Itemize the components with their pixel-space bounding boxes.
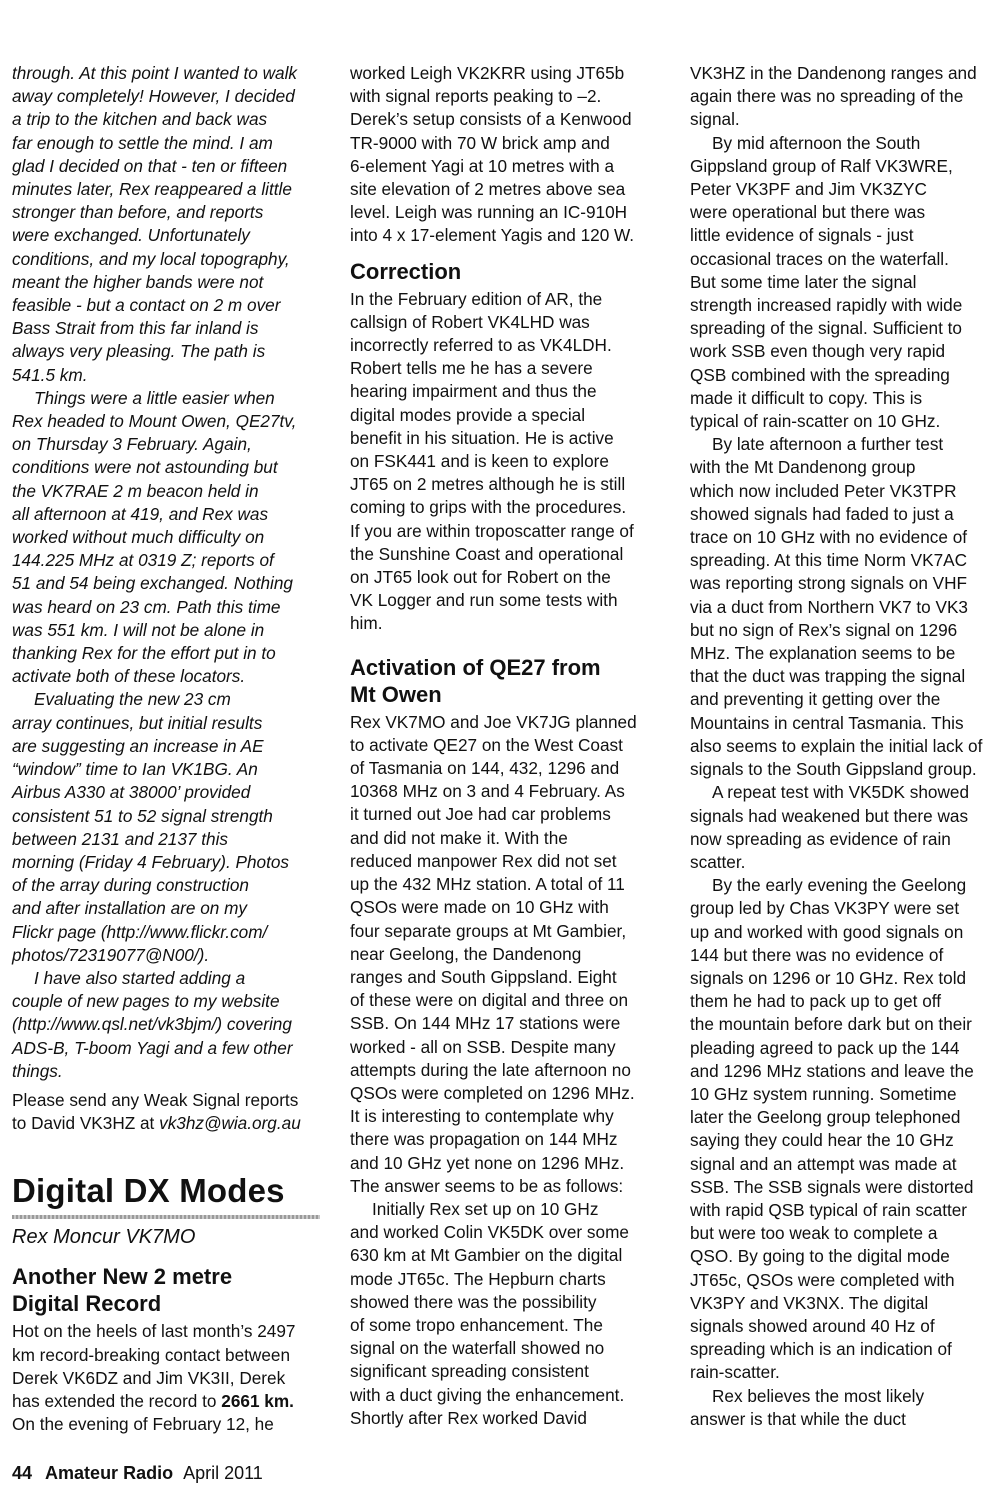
magazine-name: Amateur Radio (45, 1463, 174, 1483)
text-line: Rex headed to Mount Owen, QE27tv, (12, 411, 297, 432)
paragraph (350, 1198, 660, 1430)
text-line: If you are within troposcatter range of (350, 520, 634, 541)
paragraph (350, 288, 660, 636)
text-line (12, 1390, 320, 1413)
paragraph (690, 62, 995, 132)
text-line: typical of rain-scatter on 10 GHz. (690, 411, 941, 432)
text-line: attempts during the late afternoon no (350, 1059, 631, 1080)
text-line: JT65c, QSOs were completed with (690, 1269, 955, 1290)
text-line: couple of new pages to my website (12, 991, 280, 1012)
page-number: 44 (12, 1463, 33, 1483)
text-line: digital modes provide a special (350, 404, 586, 425)
text-line: signals had weakened but there was (690, 805, 969, 826)
text-line: 144 but there was no evidence of (690, 944, 944, 965)
text-line: Rex believes the most likely (712, 1385, 925, 1406)
text-line: and after installation are on my (12, 898, 248, 919)
text-line: spreading. At this time Norm VK7AC (690, 550, 968, 571)
paragraph (690, 433, 995, 781)
paragraph (690, 1385, 995, 1431)
text-line: ranges and South Gippsland. Eight (350, 966, 617, 987)
text-line: 144.225 MHz at 0319 Z; reports of (12, 550, 274, 571)
text-line: a trip to the kitchen and back was (12, 109, 268, 130)
text-line: signals to the South Gippsland group. (690, 759, 977, 780)
paragraph (12, 688, 320, 966)
text-line: were operational but there was (690, 202, 926, 223)
subheading (12, 1263, 320, 1317)
subheading (350, 654, 660, 708)
text-line: them he had to pack up to get off (690, 991, 941, 1012)
text-line (12, 1112, 320, 1135)
paragraph (690, 781, 995, 874)
text-line: and preventing it getting over the (690, 689, 941, 710)
text-line: of some tropo enhancement. The (350, 1314, 603, 1335)
text-line: into 4 x 17-element Yagis and 120 W. (350, 225, 635, 246)
text-line: made it difficult to copy. This is (690, 387, 923, 408)
text-line: were exchanged. Unfortunately (12, 225, 250, 246)
issue-date: April 2011 (183, 1463, 263, 1483)
text-line: always very pleasing. The path is (12, 341, 266, 362)
text-line: of Tasmania on 144, 432, 1296 and (350, 758, 620, 779)
text-line: up and worked with good signals on (690, 921, 964, 942)
text-line: worked Leigh VK2KRR using JT65b (350, 63, 625, 83)
text-line: near Geelong, the Dandenong (350, 943, 582, 964)
text-line: but were too weak to complete a (690, 1223, 938, 1244)
text-line: work SSB even though very rapid (690, 341, 946, 362)
text-line: Robert tells me he has a severe (350, 358, 593, 379)
paragraph (350, 62, 660, 248)
text-line: VK3HZ in the Dandenong ranges and (690, 63, 977, 83)
text-line: level. Leigh was running an IC-910H (350, 202, 628, 223)
text-line: JT65 on 2 metres although he is still (350, 474, 626, 495)
byline: Rex Moncur VK7MO (12, 1226, 196, 1249)
text-line: Rex VK7MO and Joe VK7JG planned (350, 711, 637, 732)
text-line: with signal reports peaking to –2. (350, 86, 602, 107)
text-line: four separate groups at Mt Gambier, (350, 920, 627, 941)
text-line: callsign of Robert VK4LHD was (350, 311, 590, 332)
text-line: with a duct giving the enhancement. (350, 1384, 625, 1405)
text-line: But some time later the signal (690, 271, 917, 292)
paragraph (690, 132, 995, 434)
text-line: signal on the waterfall showed no (350, 1338, 605, 1359)
email-address: vk3hz@wia.org.au (159, 1113, 301, 1134)
text-line: activate both of these locators. (12, 666, 246, 687)
text-line: array continues, but initial results (12, 712, 263, 733)
subheading: Correction (350, 258, 462, 284)
text-line: on FSK441 and is keen to explore (350, 451, 609, 472)
text-line: worked without much difficulty on (12, 527, 265, 548)
text-line: SSB. The SSB signals were distorted (690, 1176, 974, 1197)
text-line: Derek VK6DZ and Jim VK3II, Derek (12, 1367, 286, 1388)
text-line: on Thursday 3 February. Again, (12, 434, 252, 455)
text-line: Please send any Weak Signal reports (12, 1089, 299, 1110)
text-line: strength increased rapidly with wide (690, 295, 963, 316)
text-line: spreading of the signal. Sufficient to (690, 318, 962, 339)
text-line: 541.5 km. (12, 364, 88, 385)
text-line: Bass Strait from this far inland is (12, 318, 259, 339)
text-line: group led by Chas VK3PY were set (690, 898, 960, 919)
text-line: also seems to explain the initial lack of (690, 735, 983, 756)
text-line: incorrectly referred to as VK4LDH. (350, 335, 612, 356)
text-line: little evidence of signals - just (690, 225, 914, 246)
text-line: away completely! However, I decided (12, 86, 295, 107)
text-line: later the Geelong group telephoned (690, 1107, 961, 1128)
text-line: hearing impairment and thus the (350, 381, 597, 402)
text-line: It is interesting to contemplate why (350, 1106, 614, 1127)
text-line: mode JT65c. The Hepburn charts (350, 1268, 606, 1289)
text-line: signals on 1296 or 10 GHz. Rex told (690, 967, 967, 988)
text-line: spreading which is an indication of (690, 1339, 952, 1360)
text-line: signals showed around 40 Hz of (690, 1315, 935, 1336)
text-line: signal and an attempt was made at (690, 1153, 957, 1174)
text-line: MHz. The explanation seems to be (690, 643, 956, 664)
text-line: Derek’s setup consists of a Kenwood (350, 109, 632, 130)
text-line: stronger than before, and reports (12, 202, 264, 223)
text-line: but no sign of Rex’s signal on 1296 (690, 619, 958, 640)
paragraph (12, 1089, 320, 1135)
text-line: answer is that while the duct (690, 1408, 906, 1429)
text-line: feasible - but a contact on 2 m over (12, 295, 281, 316)
text-line: are suggesting an increase in AE (12, 735, 264, 756)
text-line: and 10 GHz yet none on 1296 MHz. (350, 1152, 625, 1173)
text-line: reduced manpower Rex did not set (350, 850, 617, 871)
text-line: saying they could hear the 10 GHz (690, 1130, 954, 1151)
text-block (12, 1320, 320, 1390)
text-line: showed there was the possibility (350, 1291, 597, 1312)
text-line: conditions were not astounding but (12, 457, 278, 478)
text-line: photos/72319077@N00/). (12, 944, 210, 965)
text-line: Activation of QE27 from (350, 654, 601, 680)
text-line: Shortly after Rex worked David (350, 1407, 587, 1428)
section-title: Digital DX Modes (12, 1172, 285, 1210)
text-line: which now included Peter VK3TPR (690, 480, 957, 501)
divider (12, 1215, 320, 1219)
text-line: Gippsland group of Ralf VK3WRE, (690, 155, 953, 176)
text-line: coming to grips with the procedures. (350, 497, 627, 518)
text-line: consistent 51 to 52 signal strength (12, 805, 273, 826)
text-line: ADS-B, T-boom Yagi and a few other (12, 1037, 293, 1058)
text-line: A repeat test with VK5DK showed (712, 782, 969, 803)
text-line: trace on 10 GHz with no evidence of (690, 527, 968, 548)
text-line: On the evening of February 12, he (12, 1414, 274, 1435)
text-line: 51 and 54 being exchanged. Nothing (12, 573, 293, 594)
paragraph (12, 967, 320, 1083)
column-3 (690, 62, 995, 1431)
text-line: rain-scatter. (690, 1362, 780, 1383)
text-line: signal. (690, 109, 740, 130)
text-fragment: has extended the record to (12, 1390, 222, 1411)
text-line: minutes later, Rex reappeared a little (12, 179, 292, 200)
text-line: occasional traces on the waterfall. (690, 248, 949, 269)
text-line: was 551 km. I will not be alone in (12, 619, 265, 640)
text-line: 630 km at Mt Gambier on the digital (350, 1245, 623, 1266)
text-line: now spreading as evidence of rain (690, 828, 951, 849)
text-line: Flickr page (http://www.flickr.com/ (12, 921, 268, 942)
text-line: Evaluating the new 23 cm (34, 689, 231, 710)
text-line: Things were a little easier when (34, 387, 275, 408)
text-line: “window” time to Ian VK1BG. An (12, 759, 258, 780)
text-line: thanking Rex for the effort put in to (12, 643, 276, 664)
text-line: VK3PY and VK3NX. The digital (690, 1292, 929, 1313)
column-1 (12, 62, 320, 1436)
text-line: was reporting strong signals on VHF (690, 573, 968, 594)
text-line: far enough to settle the mind. I am (12, 132, 273, 153)
text-line: of the array during construction (12, 875, 249, 896)
text-line: again there was no spreading of the (690, 86, 964, 107)
text-line: to activate QE27 on the West Coast (350, 734, 623, 755)
text-line: Peter VK3PF and Jim VK3ZYC (690, 179, 927, 200)
text-line: there was propagation on 144 MHz (350, 1129, 618, 1150)
text-line: through. At this point I wanted to walk (12, 63, 298, 83)
paragraph (690, 874, 995, 1384)
text-line: pleading agreed to pack up the 144 (690, 1037, 960, 1058)
text-line: By mid afternoon the South (712, 132, 921, 153)
page-footer (12, 1462, 263, 1484)
text-line: it turned out Joe had car problems (350, 804, 611, 825)
text-line: the mountain before dark but on their (690, 1014, 972, 1035)
paragraph (12, 387, 320, 689)
text-line: him. (350, 613, 383, 634)
text-line: Airbus A330 at 38000’ provided (12, 782, 251, 803)
text-line: that the duct was trapping the signal (690, 666, 966, 687)
text-line: 10 GHz system running. Sometime (690, 1083, 957, 1104)
text-line: via a duct from Northern VK7 to VK3 (690, 596, 968, 617)
text-line: By late afternoon a further test (712, 434, 944, 455)
text-line: all afternoon at 419, and Rex was (12, 503, 269, 524)
text-line: SSB. On 144 MHz 17 stations were (350, 1013, 621, 1034)
text-line: TR-9000 with 70 W brick amp and (350, 132, 610, 153)
text-line: glad I decided on that - ten or fifteen (12, 155, 288, 176)
text-line: meant the higher bands were not (12, 271, 264, 292)
text-line: In the February edition of AR, the (350, 288, 603, 309)
text-line: of these were on digital and three on (350, 990, 629, 1011)
text-line: the VK7RAE 2 m beacon held in (12, 480, 259, 501)
text-line: scatter. (690, 851, 746, 872)
text-line: and worked Colin VK5DK over some (350, 1222, 629, 1243)
text-line: QSB combined with the spreading (690, 364, 950, 385)
text-line: Mountains in central Tasmania. This (690, 712, 964, 733)
text-line: and did not make it. With the (350, 827, 568, 848)
text-line: conditions, and my local topography, (12, 248, 290, 269)
text-line: VK Logger and run some tests with (350, 590, 618, 611)
text-line: 10368 MHz on 3 and 4 February. As (350, 781, 625, 802)
text-line: 6-element Yagi at 10 metres with a (350, 155, 614, 176)
text-line: benefit in his situation. He is active (350, 427, 614, 448)
text-line: was heard on 23 cm. Path this time (12, 596, 281, 617)
text-line: site elevation of 2 metres above sea (350, 179, 626, 200)
text-line: The answer seems to be as follows: (350, 1175, 624, 1196)
text-line: between 2131 and 2137 this (12, 828, 228, 849)
text-line: significant spreading consistent (350, 1361, 589, 1382)
text-line: showed signals had faded to just a (690, 503, 954, 524)
paragraph (12, 62, 320, 387)
text-line: up the 432 MHz station. A total of 11 (350, 874, 625, 895)
text-line: Mt Owen (350, 681, 442, 707)
text-line: morning (Friday 4 February). Photos (12, 851, 290, 872)
text-line: QSOs were completed on 1296 MHz. (350, 1082, 635, 1103)
text-line: worked - all on SSB. Despite many (350, 1036, 616, 1057)
text-line: on JT65 look out for Robert on the (350, 567, 611, 588)
text-line: QSOs were made on 10 GHz with (350, 897, 609, 918)
text-line: QSO. By going to the digital mode (690, 1246, 950, 1267)
text-line: the Sunshine Coast and operational (350, 543, 624, 564)
text-fragment: to David VK3HZ at (12, 1113, 160, 1134)
text-line: (http://www.qsl.net/vk3bjm/) covering (12, 1014, 292, 1035)
paragraph (12, 1320, 320, 1436)
text-line: km record-breaking contact between (12, 1344, 291, 1365)
text-line: with the Mt Dandenong group (690, 457, 916, 478)
paragraph (350, 711, 660, 1198)
record-distance: 2661 km. (221, 1390, 294, 1411)
text-line: I have also started adding a (34, 967, 246, 988)
text-line: Hot on the heels of last month’s 2497 (12, 1321, 296, 1342)
column-2 (350, 62, 660, 1430)
text-line: things. (12, 1060, 63, 1081)
text-line: By the early evening the Geelong (712, 875, 967, 896)
text-line: Initially Rex set up on 10 GHz (372, 1198, 599, 1219)
text-line: Another New 2 metre (12, 1264, 233, 1290)
text-line: and 1296 MHz stations and leave the (690, 1060, 974, 1081)
text-line: with rapid QSB typical of rain scatter (690, 1199, 968, 1220)
text-line: Digital Record (12, 1291, 162, 1317)
